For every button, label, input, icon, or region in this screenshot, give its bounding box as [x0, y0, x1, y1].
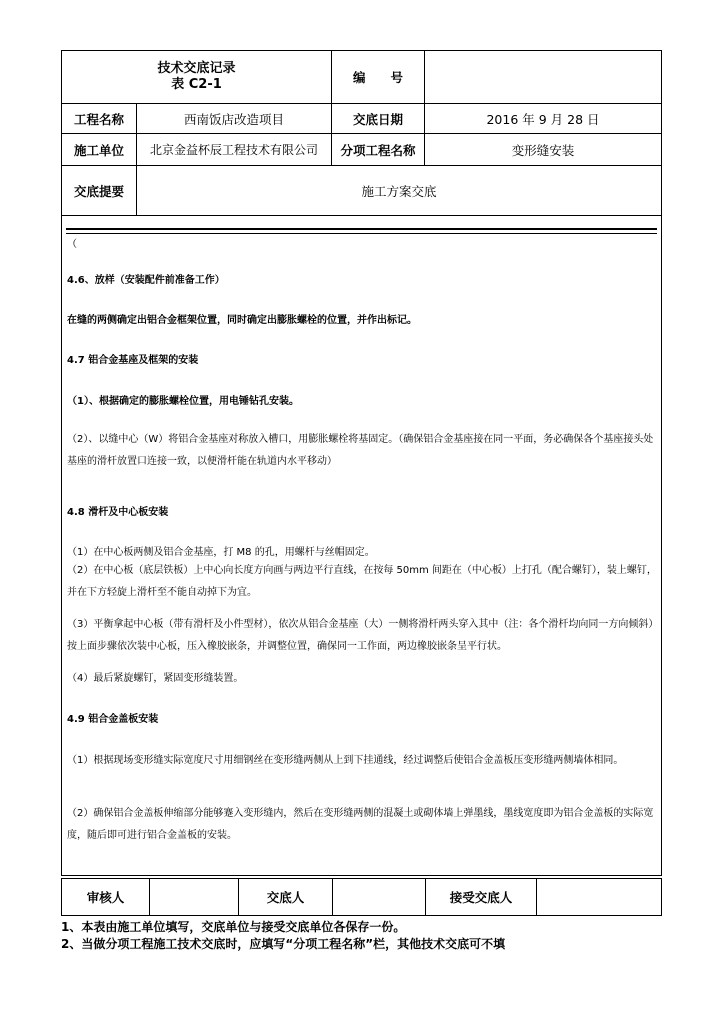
- discloser-signature-field[interactable]: [333, 879, 426, 915]
- project-name-label: 工程名称: [62, 104, 137, 134]
- signature-table: [61, 878, 662, 916]
- summary-value: 施工方案交底: [361, 183, 437, 199]
- section-4-8-step1: （1）在中心板两侧及铝合金基座，打 M8 的孔，用螺杆与丝帽固定。: [67, 547, 375, 558]
- summary-label: 交底提要: [62, 166, 137, 215]
- double-rule-bottom: [66, 233, 657, 234]
- reviewer-signature-field[interactable]: [150, 879, 239, 915]
- section-4-9-step2: （2）确保铝合金盖板伸缩部分能够蹇入变形缝内，然后在变形缝两侧的混凝土或砌体墙上弹墨线，墨线宽度即为铝合金盖板的实际宽度，随后即可进行铝合金盖板的安装。: [67, 808, 654, 841]
- section-4-9-step1: （1）根据现场变形缝实际宽度尺寸用细钢丝在变形缝两侧从上到下挂通线，经过调整后使铝合金盖板压变形缝两侧墙体相同。: [67, 755, 624, 766]
- subproject-label: 分项工程名称: [332, 134, 425, 166]
- header-table: [61, 50, 662, 216]
- form-title-line1: 技术交底记录: [157, 61, 236, 76]
- section-4-8-step2: （2）在中心板（底层铁板）上中心向长度方向画与两边平行直线，在按每 50mm 间距在（中心板）上打孔（配合螺钉），装上螺钉，并在下方轻旋上滑杆至不能自动掉下为宜。: [67, 565, 657, 598]
- form-title: [62, 51, 332, 104]
- note-1: 1、本表由施工单位填写，交底单位与接受交底单位各保存一份。: [61, 920, 406, 934]
- reviewer-label: 审核人: [62, 879, 150, 915]
- subproject-value: 变形缝安装: [425, 134, 661, 166]
- section-4-9-title: 4.9 铝合金盖板安装: [67, 714, 159, 725]
- disclosure-content: [61, 216, 662, 876]
- section-4-6-text: 在缝的两侧确定出铝合金框架位置，同时确定出膨胀螺栓的位置，并作出标记。: [67, 315, 417, 326]
- section-4-8-step3: （3）平衡拿起中心板（带有滑杆及小件型材），依次从铝合金基座（大）一侧将滑杆两头穿入其中（注：各个滑杆均向同一方向倾斜）按上面步骤依次装中心板，压入橡胶嵌条，并调整位置，确保同一工作面，两边橡胶嵌条呈平行状。: [67, 619, 659, 652]
- number-label: 编 号: [332, 51, 425, 104]
- form-title-line2: 表 C2-1: [171, 77, 222, 92]
- discloser-label: 交底人: [239, 879, 333, 915]
- number-value: [425, 51, 661, 104]
- receiver-label: 接受交底人: [426, 879, 537, 915]
- section-4-6-title: 4.6、放样（安装配件前准备工作）: [67, 275, 225, 286]
- date-value: 2016 年 9 月 28 日: [425, 104, 661, 134]
- project-name-value: 西南饭店改造项目: [137, 104, 332, 134]
- date-label: 交底日期: [332, 104, 425, 134]
- unit-label: 施工单位: [62, 134, 137, 166]
- double-rule-top: [66, 228, 657, 230]
- receiver-signature-field[interactable]: [537, 879, 661, 915]
- section-4-7-step1: （1）、根据确定的膨胀螺栓位置，用电锤钻孔安装。: [67, 396, 299, 407]
- section-4-7-title: 4.7 铝合金基座及框架的安装: [67, 355, 199, 366]
- unit-value: 北京金益杯辰工程技术有限公司: [137, 134, 332, 166]
- note-2: 2、当做分项工程施工技术交底时，应填写“分项工程名称”栏，其他技术交底可不填: [61, 937, 506, 951]
- section-4-8-title: 4.8 滑杆及中心板安装: [67, 507, 169, 518]
- open-paren: （: [67, 239, 77, 250]
- section-4-8-step4: （4）最后紧旋螺钉，紧固变形缝装置。: [67, 673, 244, 684]
- section-4-7-step2: （2）、以缝中心（W）将铝合金基座对称放入槽口，用膨胀螺栓将基固定。（确保铝合金基座接在同一平面，务必确保各个基座接头处基座的滑杆放置口连接一致，以便滑杆能在轨道内水平移动）: [67, 434, 654, 467]
